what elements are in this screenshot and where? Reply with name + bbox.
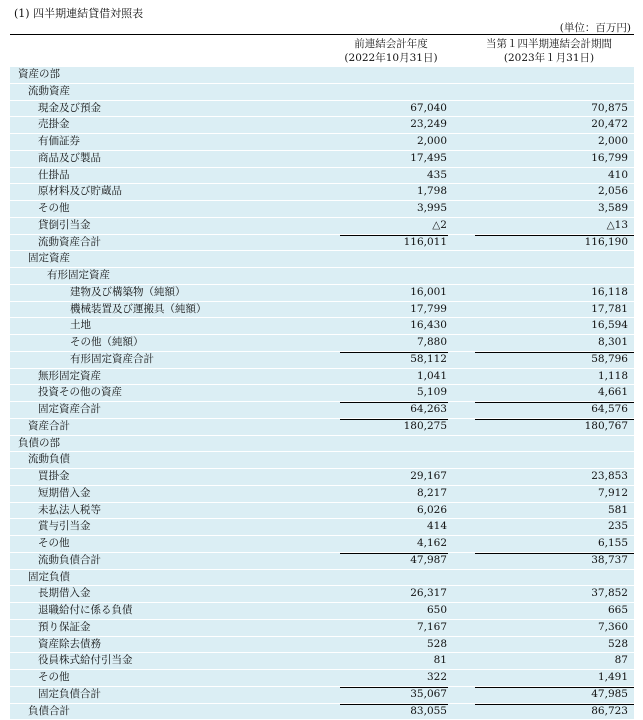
- row-label: 買掛金: [38, 469, 70, 485]
- row-label: その他: [38, 670, 70, 686]
- column-header-current-quarter-label: 当第１四半期連結会計期間: [486, 37, 612, 51]
- current-quarter-value: 1,118: [598, 369, 628, 385]
- table-row: [10, 268, 634, 285]
- row-label: 商品及び製品: [38, 151, 101, 167]
- prior-year-value: 17,799: [410, 302, 447, 318]
- table-row: [10, 335, 634, 352]
- table-row: [10, 436, 634, 453]
- table-row: [10, 452, 634, 469]
- table-row: [10, 184, 634, 201]
- prior-year-value: 1,798: [417, 184, 447, 200]
- table-row: [10, 603, 634, 620]
- column-header-current-quarter: [464, 35, 634, 67]
- prior-year-value: 7,167: [417, 620, 447, 636]
- table-row: [10, 687, 634, 704]
- table-row: [10, 117, 634, 134]
- current-quarter-value: 4,661: [598, 385, 628, 401]
- table-row: [10, 352, 634, 369]
- current-quarter-value: △13: [607, 218, 628, 234]
- prior-year-value: 26,317: [410, 586, 447, 602]
- table-row: [10, 536, 634, 553]
- row-label: 役員株式給付引当金: [38, 653, 133, 669]
- prior-year-value: 1,041: [417, 369, 447, 385]
- row-label: 資産の部: [18, 67, 60, 83]
- prior-year-value: 414: [427, 519, 447, 535]
- row-label: 固定負債合計: [38, 687, 101, 703]
- prior-year-value: 528: [427, 637, 447, 653]
- prior-year-value: 8,217: [417, 486, 447, 502]
- prior-year-value: 435: [427, 168, 447, 184]
- table-row: [10, 402, 634, 419]
- row-label: 流動負債: [28, 452, 70, 468]
- column-header-prior-year-date: (2022年10月31日): [344, 51, 437, 65]
- row-label: 機械装置及び運搬具（純額）: [70, 302, 207, 318]
- row-label: 負債の部: [18, 436, 60, 452]
- table-row: [10, 134, 634, 151]
- current-quarter-value: 116,190: [585, 235, 628, 251]
- table-row: [10, 251, 634, 268]
- subtotal-rule: [475, 352, 634, 353]
- row-label: 未払法人税等: [38, 503, 101, 519]
- row-label: 預り保証金: [38, 620, 91, 636]
- prior-year-value: 17,495: [410, 151, 447, 167]
- row-label: 貸倒引当金: [38, 218, 91, 234]
- table-row: [10, 704, 634, 720]
- current-quarter-value: 3,589: [598, 201, 628, 217]
- row-label: 資産合計: [28, 419, 70, 435]
- prior-year-value: 2,000: [417, 134, 447, 150]
- current-quarter-value: 87: [615, 653, 628, 669]
- table-row: [10, 670, 634, 687]
- current-quarter-value: 1,491: [598, 670, 628, 686]
- row-label: 賞与引当金: [38, 519, 91, 535]
- prior-year-value: △2: [432, 218, 447, 234]
- row-label: 仕掛品: [38, 168, 70, 184]
- subtotal-rule: [475, 235, 634, 236]
- column-header-current-quarter-date: (2023年１月31日): [504, 51, 594, 65]
- unit-label: (単位：百万円): [560, 20, 631, 35]
- subtotal-rule: [475, 704, 634, 705]
- current-quarter-value: 235: [608, 519, 628, 535]
- current-quarter-value: 16,118: [591, 285, 628, 301]
- prior-year-value: 58,112: [410, 352, 447, 368]
- table-row: [10, 285, 634, 302]
- table-row: [10, 318, 634, 335]
- row-label: その他: [38, 536, 70, 552]
- current-quarter-value: 180,767: [585, 419, 628, 435]
- subtotal-rule: [475, 402, 634, 403]
- statement-title: (1) 四半期連結貸借対照表: [14, 5, 143, 21]
- table-header: [10, 34, 634, 68]
- table-row: [10, 151, 634, 168]
- row-label: 土地: [70, 318, 91, 334]
- prior-year-value: 16,001: [410, 285, 447, 301]
- table-row: [10, 486, 634, 503]
- table-row: [10, 369, 634, 386]
- prior-year-value: 6,026: [417, 503, 447, 519]
- current-quarter-value: 37,852: [591, 586, 628, 602]
- table-row: [10, 385, 634, 402]
- prior-year-value: 7,880: [417, 335, 447, 351]
- current-quarter-value: 23,853: [591, 469, 628, 485]
- table-row: [10, 201, 634, 218]
- row-label: 無形固定資産: [38, 369, 101, 385]
- table-row: [10, 469, 634, 486]
- current-quarter-value: 410: [608, 168, 628, 184]
- current-quarter-value: 86,723: [591, 704, 628, 720]
- current-quarter-value: 2,056: [598, 184, 628, 200]
- table-row: [10, 84, 634, 101]
- current-quarter-value: 665: [608, 603, 628, 619]
- prior-year-value: 180,275: [404, 419, 447, 435]
- table-row: [10, 570, 634, 587]
- balance-sheet-table: [10, 67, 634, 720]
- prior-year-value: 3,995: [417, 201, 447, 217]
- row-label: 売掛金: [38, 117, 70, 133]
- row-label: 有価証券: [38, 134, 80, 150]
- prior-year-value: 116,011: [404, 235, 447, 251]
- prior-year-value: 23,249: [410, 117, 447, 133]
- row-label: 流動資産: [28, 84, 70, 100]
- current-quarter-value: 38,737: [591, 553, 628, 569]
- current-quarter-value: 2,000: [598, 134, 628, 150]
- table-row: [10, 235, 634, 252]
- prior-year-value: 47,987: [410, 553, 447, 569]
- table-row: [10, 302, 634, 319]
- column-header-prior-year-label: 前連結会計年度: [354, 37, 428, 51]
- table-row: [10, 101, 634, 118]
- row-label: その他: [38, 201, 70, 217]
- prior-year-value: 83,055: [410, 704, 447, 720]
- row-label: 固定負債: [28, 570, 70, 586]
- prior-year-value: 67,040: [410, 101, 447, 117]
- row-label: 固定資産合計: [38, 402, 101, 418]
- table-row: [10, 553, 634, 570]
- current-quarter-value: 6,155: [598, 536, 628, 552]
- current-quarter-value: 70,875: [591, 101, 628, 117]
- table-row: [10, 653, 634, 670]
- table-row: [10, 519, 634, 536]
- current-quarter-value: 8,301: [598, 335, 628, 351]
- current-quarter-value: 7,912: [598, 486, 628, 502]
- current-quarter-value: 7,360: [598, 620, 628, 636]
- row-label: 長期借入金: [38, 586, 91, 602]
- current-quarter-value: 581: [608, 503, 628, 519]
- prior-year-value: 64,263: [410, 402, 447, 418]
- prior-year-value: 16,430: [410, 318, 447, 334]
- row-label: その他（純額）: [70, 335, 144, 351]
- row-label: 退職給付に係る負債: [38, 603, 133, 619]
- current-quarter-value: 20,472: [591, 117, 628, 133]
- current-quarter-value: 16,594: [591, 318, 628, 334]
- row-label: 現金及び預金: [38, 101, 101, 117]
- current-quarter-value: 17,781: [591, 302, 628, 318]
- table-row: [10, 503, 634, 520]
- table-row: [10, 168, 634, 185]
- row-label: 原材料及び貯蔵品: [38, 184, 122, 200]
- prior-year-value: 322: [427, 670, 447, 686]
- row-label: 流動資産合計: [38, 235, 101, 251]
- row-label: 流動負債合計: [38, 553, 101, 569]
- table-row: [10, 637, 634, 654]
- table-row: [10, 419, 634, 436]
- prior-year-value: 29,167: [410, 469, 447, 485]
- current-quarter-value: 64,576: [591, 402, 628, 418]
- subtotal-rule: [475, 553, 634, 554]
- prior-year-value: 35,067: [410, 687, 447, 703]
- prior-year-value: 650: [427, 603, 447, 619]
- table-row: [10, 586, 634, 603]
- row-label: 短期借入金: [38, 486, 91, 502]
- row-label: 建物及び構築物（純額）: [70, 285, 186, 301]
- row-label: 有形固定資産合計: [70, 352, 154, 368]
- prior-year-value: 4,162: [417, 536, 447, 552]
- prior-year-value: 5,109: [417, 385, 447, 401]
- row-label: 有形固定資産: [47, 268, 110, 284]
- row-label: 固定資産: [28, 251, 70, 267]
- table-row: [10, 67, 634, 84]
- row-label: 負債合計: [28, 704, 70, 720]
- subtotal-rule: [475, 419, 634, 420]
- row-label: 資産除去債務: [38, 637, 101, 653]
- current-quarter-value: 47,985: [591, 687, 628, 703]
- current-quarter-value: 16,799: [591, 151, 628, 167]
- prior-year-value: 81: [434, 653, 447, 669]
- table-row: [10, 620, 634, 637]
- current-quarter-value: 528: [608, 637, 628, 653]
- current-quarter-value: 58,796: [591, 352, 628, 368]
- table-row: [10, 218, 634, 235]
- column-header-prior-year: [333, 35, 449, 67]
- row-label: 投資その他の資産: [38, 385, 122, 401]
